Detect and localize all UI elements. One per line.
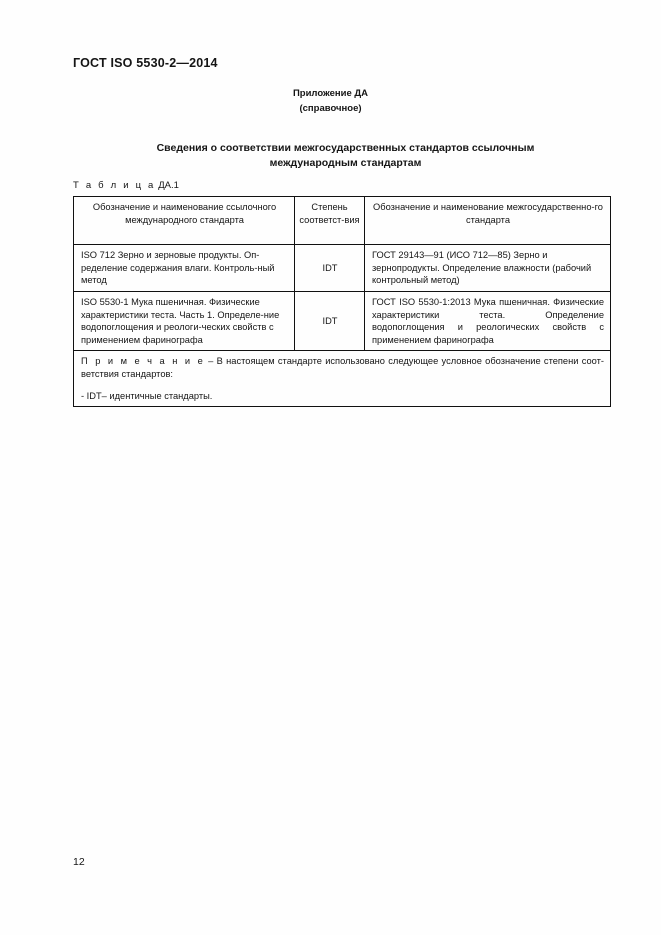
annex-title: Приложение ДА [292,88,369,99]
correspondence-table [73,196,611,407]
table-note-row [74,351,611,407]
cell-international-standard: ISO 712 Зерно и зерновые продукты. Оп-ределение содержания влаги. Контроль-ный метод [74,245,295,292]
page-number: 12 [73,856,85,868]
table-header-row [74,197,611,245]
annex-heading [0,86,661,116]
cell-international-standard: ISO 5530-1 Мука пшеничная. Физические характеристики теста. Часть 1. Определе-ние водопоглощения и реологи-ческих свойств с применением фаринографа [74,292,295,351]
page-title [90,141,601,171]
table-row [74,245,611,292]
cell-degree-of-correspondence: IDT [295,245,365,292]
table-caption-number: ДА.1 [158,180,179,191]
table-note-text: – В настоящем стандарте использовано следующее условное обозначение степени соот-ветствия стандартов: [81,356,604,379]
table-note [74,351,611,407]
cell-interstate-standard: ГОСТ ISO 5530-1:2013 Мука пшеничная. Физические характеристики теста. Определение водопоглощения и реологических свойств с применением фаринографа [365,292,611,351]
cell-degree-of-correspondence: IDT [295,292,365,351]
table-note-line-2: - IDT– идентичные стандарты. [81,390,213,401]
page-title-line-1: Сведения о соответствии межгосударственных стандартов ссылочным [156,142,535,154]
table-header-international-standard: Обозначение и наименование ссылочного международного стандарта [74,197,295,245]
table-header-interstate-standard: Обозначение и наименование межгосударственно-го стандарта [365,197,611,245]
page-title-line-2: международным стандартам [269,157,422,169]
table-caption [73,180,179,191]
running-header: ГОСТ ISO 5530-2—2014 [73,56,218,70]
table-note-label: П р и м е ч а н и е [81,356,205,367]
table-header-degree-of-correspondence: Степень соответст-вия [295,197,365,245]
annex-subtitle: (справочное) [299,103,362,114]
table-row [74,292,611,351]
cell-interstate-standard: ГОСТ 29143—91 (ИСО 712—85) Зерно и зернопродукты. Определение влажности (рабочий контрольный метод) [365,245,611,292]
table-caption-label: Т а б л и ц а [73,180,156,191]
